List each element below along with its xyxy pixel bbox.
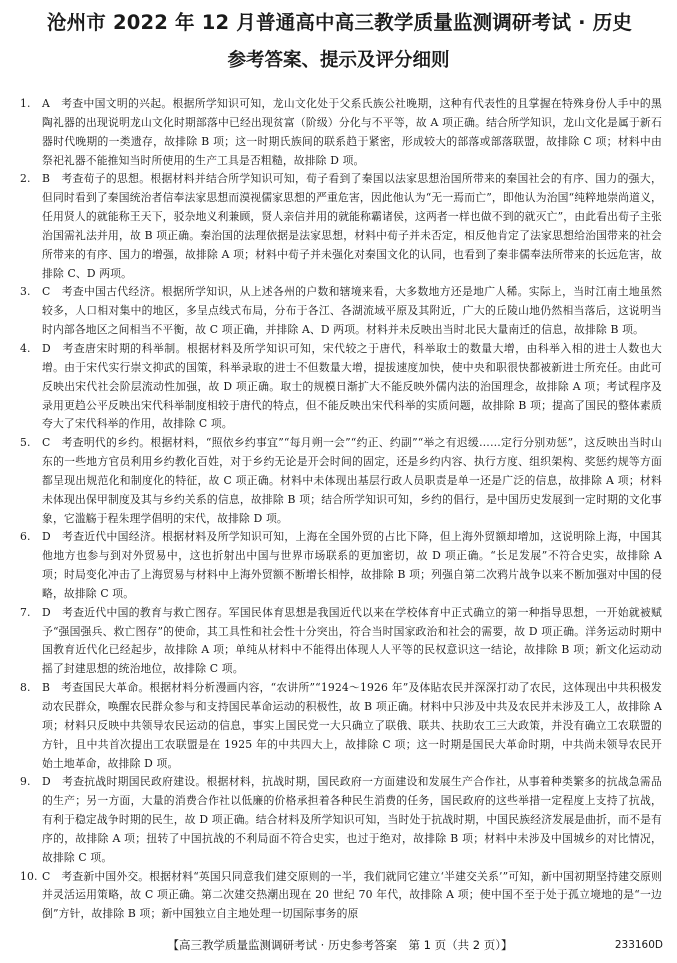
- answer-item: [20, 340, 662, 434]
- answer-text: B 考查荀子的思想。根据材料并结合所学知识可知，荀子看到了秦国以法家思想治国所带来的秦国社会的有序、国力的强大，但同时看到了秦国统治者信奉法家思想而漠视儒家思想的严重危害，因此他认为“无一焉而亡”，即他认为治国“纯粹地崇尚道义，任用贤人的就能称王天下，驳杂地义利兼顾，贤人亲信并用的就能称霸诸侯，这两者一样也做不到的就灭亡”，由此看出荀子主张治国需礼法并用，故 B 项正确。秦治国的法理依据是法家思想，材料中荀子并未否定，相反他肯定了法家思想给治国带来的社会所带来的有序、国力的增强，故排除 A 项；材料中荀子并未强化对秦国文化的认同，也看到了秦非儒奉法所带来的长远危害，故排除 C、D 两项。: [42, 172, 662, 280]
- answer-item: [20, 868, 662, 925]
- document-title: 沧州市 2022 年 12 月普通高中高三教学质量监测调研考试 · 历史: [46, 11, 633, 34]
- answer-text: D 考查近代中国的教育与救亡图存。军国民体育思想是我国近代以来在学校体育中正式确立的第一种指导思想，一开始就被赋予“强国强兵、救亡图存”的使命，其工具性和社会性十分突出，符合当时国家政治和社会的需要，故 D 项正确。洋务运动时期中国教育近代化已经起步，故排除 A 项；单纯从材料中不能得出体现人人平等的民权意识这一结论，故排除 B 项；新文化运动动摇了封建思想的统治地位，故排除 C 项。: [42, 605, 662, 676]
- answer-number: 1.: [20, 97, 31, 110]
- answer-item: [20, 773, 662, 867]
- answer-item: [20, 528, 662, 603]
- answer-number: 6.: [20, 530, 31, 544]
- footer-code: 233160D: [614, 939, 663, 951]
- page-footer: [0, 936, 677, 956]
- answer-text: D 考查近代中国经济。根据材料及所学知识可知，上海在全国外贸的占比下降，但上海外贸额却增加，这说明除上海，中国其他地方也参与到对外贸易中，这也折射出中国与世界市场联系的更加密切，故 D 项正确。“长足发展”不符合史实，故排除 A 项；时局变化冲击了上海贸易与材料中上海外贸额不断增长相悖，故排除 B 项；列强自第二次鸦片战争以来不断加强对中国的侵略，故排除 C 项。: [42, 530, 662, 600]
- document-subtitle: 参考答案、提示及评分细则: [227, 50, 450, 71]
- answer-number: 7.: [20, 605, 31, 619]
- answer-item: [20, 604, 662, 679]
- answer-item: [20, 434, 662, 528]
- answer-item: [20, 170, 662, 283]
- answer-item: [20, 679, 662, 773]
- answer-number: 8.: [20, 681, 31, 695]
- answer-number: 10.: [20, 869, 38, 883]
- answer-text: C 考查中国古代经济。根据所学知识，从上述各州的户数和辖境来看，大多数地方还是地广人稀。实际上，当时江南土地虽然较多，人口相对集中的地区，多呈点线式布局，分布于各江、各湖流域平原及其附近，广大的丘陵山地仍然相当落后，这说明当时内部各地区之间相当不平衡，故 C 项正确，并排除 A、D 两项。材料并未反映出当时北民大量南迁的信息，故排除 B 项。: [42, 285, 662, 337]
- answer-number: 3.: [20, 285, 31, 299]
- answer-text: B 考查国民大革命。根据材料分析漫画内容，“农讲所”“1924～1926 年”及体貼农民并深深打动了农民，这体现出中共积极发动农民群众，唤醒农民群众参与和支持国民革命运动的积极性，故 B 项正确。材料中只涉及中共及农民并未涉及工人，故排除 A 项；材料只反映中共领导农民运动的信息，事实上国民党一大只确立了联俄、联共、扶助农工三大政策，并没有确立工农联盟的方针，且中共首次提出工农联盟是在 1925 年的中共四大上，故排除 C 项；这一时期是国民大革命时期，中共尚未领导农民开始土地革命，故排除 D 项。: [42, 681, 662, 770]
- answer-text: C 考查新中国外交。根据材料“英国只同意我们建交原则的一半，我们就同它建立‘半建交关系’”可知，新中国初期坚持建交原则并灵活运用策略，故 C 项正确。第二次建交热潮出现在 20 世纪 70 年代，故排除 A 项；使中国不至于处于孤立境地的是“一边倒”方针，故排除 B 项；新中国独立自主地处理一切国际事务的原: [42, 869, 662, 921]
- footer-text: 【高三教学质量监测调研考试 · 历史参考答案 第 1 页（共 2 页）】: [167, 938, 513, 952]
- answer-text: A 考查中国文明的兴起。根据所学知识可知，龙山文化处于父系氏族公社晚期，这种有代表性的且掌握在特殊身份人手中的黑陶礼器的出现说明龙山文化时期部落中已经出现贫富（阶级）分化与不平等，故 A 项正确。结合所学知识，龙山文化是属于新石器时代晚期的一类遗存，故排除 B 项；这一时期氏族间的联系趋于紧密，形成较大的部落或部落联盟，故排除 C 项；材料中由祭祀礼器不能推知当时所使用的生产工具是否粗糙，故排除 D 项。: [42, 97, 662, 167]
- answer-item: [20, 95, 662, 170]
- answer-item: [20, 283, 662, 340]
- answer-text: D 考查唐宋时期的科举制。根据材料及所学知识可知，宋代较之于唐代，科举取士的数量大增，由科举入相的进士人数也大增。由于宋代实行崇文抑武的国策，科举录取的进士不但数量大增，提拔速度加快，使中央和职很快都被新进士所充任。由此可反映出宋代社会阶层流动性加强，故 D 项正确。取士的规模日渐扩大不能反映外儒内法的治国理念，故排除 A 项；考试程序及录用更趋公平反映出宋代科举制度相较于唐代的特点，但不能反映出宋代科举的实质问题，故排除 B 项；提高了国民的整体素质夸大了宋代科举的作用，故排除 C 项。: [42, 341, 662, 431]
- answer-list: [20, 95, 662, 924]
- answer-number: 2.: [20, 172, 31, 186]
- answer-number: 9.: [20, 775, 31, 789]
- answer-number: 4.: [20, 341, 31, 355]
- answer-text: D 考查抗战时期国民政府建设。根据材料，抗战时期，国民政府一方面建设和发展生产合作社，从事着种类繁多的抗战急需品的生产；另一方面，大量的消费合作社以低廉的价格承担着各种民生消费的任务，国民政府的这些举措一定程度上支持了抗战，有利于稳定战争时期的民生，故 D 项正确。结合材料及所学知识可知，当时处于抗战时期，中国民族经济发展是曲折，而不是有序的，故排除 A 项；扭转了中国抗战的不利局面不符合史实，也过于绝对，故排除 B 项；材料中未涉及中国城乡的对比情况，故排除 C 项。: [42, 775, 662, 864]
- answer-number: 5.: [20, 436, 31, 450]
- answer-text: C 考查明代的乡约。根据材料，“照依乡约事宜”“每月朔一会”“约正、约副”“举之有迟缓……定行分别劝惩”，这反映出当时山东的一些地方官员利用乡约教化百姓，对于乡约无论是开会时间的固定，还是乡约内容、执行方度、组织架构、奖惩约规等方面都呈现出规范化和制度化的特征，故 C 项正确。材料中未体现出基层行政人员职责是单一还是广泛的信息，故排除 A 项；材料未体现出保甲制度及其与乡约关系的信息，故排除 B 项；结合所学知识可知，乡约的倡行，是中国历史发展到一定时期的文化事象，它滥觞于程朱理学倡明的宋代，故排除 D 项。: [42, 436, 662, 525]
